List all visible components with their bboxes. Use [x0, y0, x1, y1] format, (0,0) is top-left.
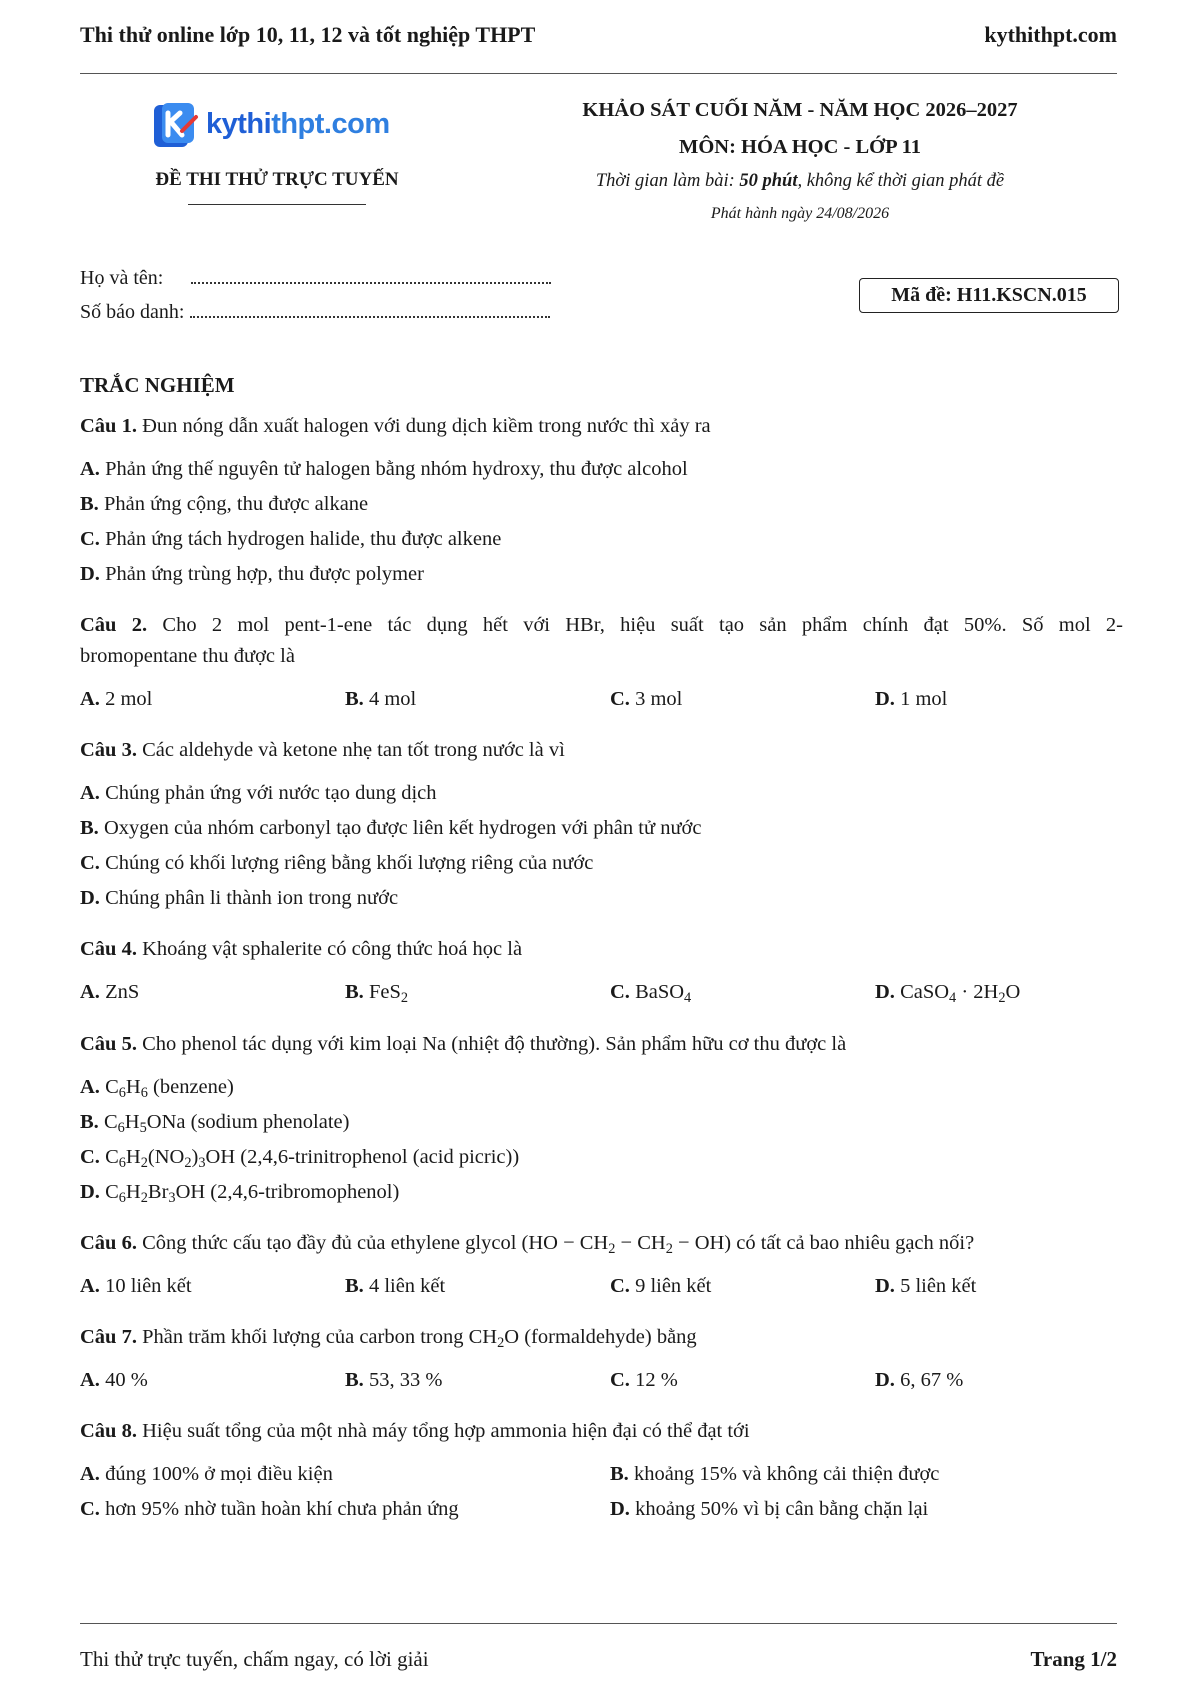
question-3: Câu 3. Các aldehyde và ketone nhẹ tan tốt trong nước là vì	[80, 739, 565, 761]
q4-option-c[interactable]: C. BaSO$_4$	[610, 981, 692, 1006]
q3-option-b[interactable]: B. Oxygen của nhóm carbonyl tạo được liên kết hydrogen với phân tử nước	[80, 817, 702, 839]
header-site[interactable]: kythithpt.com	[984, 22, 1117, 47]
q8-option-c[interactable]: C. hơn 95% nhờ tuần hoàn khí chưa phản ứng	[80, 1498, 459, 1520]
footer-left: Thi thử trực tuyến, chấm ngay, có lời giải	[80, 1647, 429, 1671]
q7-option-a[interactable]: A. 40 %	[80, 1369, 148, 1391]
q7-option-b[interactable]: B. 53, 33 %	[345, 1369, 443, 1391]
name-field[interactable]: Họ và tên:	[80, 267, 551, 290]
question-1: Câu 1. Đun nóng dẫn xuất halogen với dung dịch kiềm trong nước thì xảy ra	[80, 415, 711, 437]
q2-option-d[interactable]: D. 1 mol	[875, 688, 948, 710]
exam-issued: Phát hành ngày 24/08/2026	[710, 205, 890, 222]
footer-divider	[80, 1623, 1117, 1624]
q8-option-d[interactable]: D. khoảng 50% vì bị cân bằng chặn lại	[610, 1498, 929, 1520]
q3-option-a[interactable]: A. Chúng phản ứng với nước tạo dung dịch	[80, 782, 437, 804]
question-7: Câu 7. Phần trăm khối lượng của carbon trong $CH_2O$ (formaldehyde) bằng	[80, 1326, 697, 1351]
q6-option-c[interactable]: C. 9 liên kết	[610, 1275, 712, 1297]
question-8: Câu 8. Hiệu suất tổng của một nhà máy tổng hợp ammonia hiện đại có thể đạt tới	[80, 1420, 750, 1442]
q5-option-d[interactable]: D. $C_6H_2Br_3OH$ (2,4,6-tribromophenol)	[80, 1181, 400, 1206]
q3-option-d[interactable]: D. Chúng phân li thành ion trong nước	[80, 887, 399, 909]
logo-text: kythithpt.com	[206, 108, 390, 140]
q6-option-a[interactable]: A. 10 liên kết	[80, 1275, 192, 1297]
q1-option-b[interactable]: B. Phản ứng cộng, thu được alkane	[80, 493, 369, 515]
q7-option-d[interactable]: D. 6, 67 %	[875, 1369, 964, 1391]
q5-option-c[interactable]: C. $C_6H_2(NO_2)_3OH$ (2,4,6-trinitrophenol (acid picric))	[80, 1146, 520, 1171]
section-title: TRẮC NGHIỆM	[80, 373, 235, 397]
q1-option-c[interactable]: C. Phản ứng tách hydrogen halide, thu được alkene	[80, 528, 502, 550]
q8-option-b[interactable]: B. khoảng 15% và không cải thiện được	[610, 1463, 940, 1485]
header-divider	[80, 73, 1117, 74]
q2-option-a[interactable]: A. 2 mol	[80, 688, 153, 710]
question-6: Câu 6. Công thức cấu tạo đầy đủ của ethylene glycol $(HO - CH_2 - CH_2 - OH)$ có tất cả bao nhiêu gạch nối?	[80, 1232, 975, 1257]
exam-type: ĐỀ THI THỬ TRỰC TUYẾN	[155, 169, 399, 190]
q1-option-a[interactable]: A. Phản ứng thế nguyên tử halogen bằng nhóm hydroxy, thu được alcohol	[80, 458, 688, 480]
exam-time: Thời gian làm bài: 50 phút, không kể thời gian phát đề	[595, 171, 1005, 191]
q4-option-d[interactable]: D. CaSO$_4$ · $2H_2O$	[875, 981, 1021, 1006]
logo-icon	[152, 101, 200, 151]
q4-option-b[interactable]: B. FeS$_2$	[345, 981, 409, 1006]
q8-option-a[interactable]: A. đúng 100% ở mọi điều kiện	[80, 1463, 333, 1485]
exam-code-badge: Mã đề: H11.KSCN.015	[859, 278, 1119, 313]
q5-option-b[interactable]: B. $C_6H_5ONa$ (sodium phenolate)	[80, 1111, 350, 1136]
q1-option-d[interactable]: D. Phản ứng trùng hợp, thu được polymer	[80, 563, 424, 585]
subtitle-underline	[188, 204, 366, 205]
q2-option-b[interactable]: B. 4 mol	[345, 688, 417, 710]
q6-option-d[interactable]: D. 5 liên kết	[875, 1275, 977, 1297]
exam-subject: MÔN: HÓA HỌC - LỚP 11	[678, 136, 922, 158]
id-field[interactable]: Số báo danh:	[80, 301, 550, 324]
question-2: Câu 2. Cho 2 mol pent-1-ene tác dụng hết với HBr, hiệu suất tạo sản phẩm chính đạt 50%. Số mol 2-	[80, 614, 1123, 636]
q4-option-a[interactable]: A. ZnS	[80, 981, 140, 1003]
question-4: Câu 4. Khoáng vật sphalerite có công thức hoá học là	[80, 938, 523, 960]
q6-option-b[interactable]: B. 4 liên kết	[345, 1275, 446, 1297]
q3-option-c[interactable]: C. Chúng có khối lượng riêng bằng khối lượng riêng của nước	[80, 852, 594, 874]
question-2-cont: bromopentane thu được là	[80, 645, 295, 667]
header-left: Thi thử online lớp 10, 11, 12 và tốt nghiệp THPT	[80, 22, 536, 47]
q2-option-c[interactable]: C. 3 mol	[610, 688, 683, 710]
q5-option-a[interactable]: A. $C_6H_6$ (benzene)	[80, 1076, 234, 1101]
page-number: Trang 1/2	[1030, 1647, 1117, 1671]
question-5: Câu 5. Cho phenol tác dụng với kim loại Na (nhiệt độ thường). Sản phẩm hữu cơ thu được là	[80, 1033, 847, 1055]
exam-title: KHẢO SÁT CUỐI NĂM - NĂM HỌC 2026–2027	[582, 99, 1018, 121]
q7-option-c[interactable]: C. 12 %	[610, 1369, 678, 1391]
